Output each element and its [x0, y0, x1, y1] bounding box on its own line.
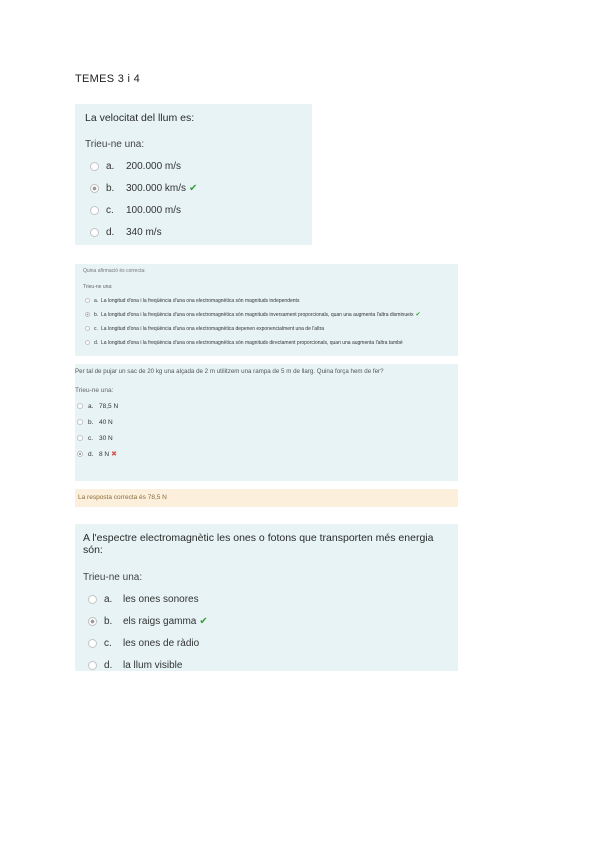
radio-button-selected[interactable]: [90, 184, 99, 193]
correct-answer-feedback: La resposta correcta és 78,5 N: [75, 489, 458, 507]
choose-one-prompt: Trieu-ne una:: [83, 284, 113, 290]
option-c[interactable]: [75, 434, 458, 442]
radio-button[interactable]: [90, 228, 99, 237]
document-title: TEMES 3 i 4: [75, 73, 141, 85]
option-text: La longitud d'ona i la freqüència d'una ona electromagnètica són magnituds directament proporcionals, quan una augmenta l'altra també: [101, 339, 403, 346]
option-text: 300.000 km/s: [126, 182, 187, 194]
option-letter: c.: [106, 204, 114, 216]
question-4: [75, 524, 458, 671]
option-letter: c.: [88, 434, 94, 442]
option-a[interactable]: [83, 297, 450, 304]
question-1: [75, 104, 312, 245]
option-d[interactable]: [75, 450, 458, 458]
option-b[interactable]: [83, 615, 450, 627]
option-text: 30 N: [99, 434, 113, 442]
option-a[interactable]: [85, 160, 302, 172]
option-d[interactable]: [83, 659, 450, 671]
option-text: 200.000 m/s: [126, 160, 182, 172]
option-letter: c.: [94, 325, 98, 332]
incorrect-cross-icon: ✖: [111, 451, 117, 458]
option-letter: c.: [104, 637, 112, 649]
radio-button-selected[interactable]: [88, 617, 97, 626]
correct-check-icon: ✔: [199, 615, 208, 627]
option-letter: b.: [88, 418, 94, 426]
radio-button[interactable]: [77, 419, 83, 425]
option-letter: d.: [94, 339, 99, 346]
radio-button[interactable]: [88, 661, 97, 670]
option-d[interactable]: [83, 339, 450, 346]
radio-button[interactable]: [85, 298, 90, 303]
option-c[interactable]: [83, 637, 450, 649]
radio-button[interactable]: [90, 162, 99, 171]
option-text: els raigs gamma: [123, 615, 197, 627]
option-a[interactable]: [75, 402, 458, 410]
option-b[interactable]: [83, 311, 450, 318]
option-b[interactable]: [85, 182, 302, 194]
radio-button[interactable]: [77, 403, 83, 409]
option-letter: a.: [104, 593, 113, 605]
option-text: La longitud d'ona i la freqüència d'una ona electromagnètica són magnituds independents: [101, 297, 300, 304]
option-b[interactable]: [75, 418, 458, 426]
option-letter: b.: [94, 311, 99, 318]
choose-one-prompt: Trieu-ne una:: [85, 139, 145, 150]
choose-one-prompt: Trieu-ne una:: [75, 387, 114, 394]
choose-one-prompt: Trieu-ne una:: [83, 572, 143, 583]
radio-button[interactable]: [85, 340, 90, 345]
option-text: 100.000 m/s: [126, 204, 182, 216]
option-letter: a.: [94, 297, 99, 304]
question-text: Quina afirmació és correcta:: [83, 268, 146, 274]
question-2: [75, 264, 458, 356]
radio-button-selected[interactable]: [77, 451, 83, 457]
option-text: 340 m/s: [126, 226, 162, 238]
option-text: 40 N: [99, 418, 113, 426]
option-text: 8 N: [99, 450, 110, 458]
question-text: La velocitat del llum es:: [85, 112, 195, 124]
option-c[interactable]: [83, 325, 450, 332]
option-d[interactable]: [85, 226, 302, 238]
radio-button[interactable]: [88, 595, 97, 604]
option-a[interactable]: [83, 593, 450, 605]
option-letter: a.: [88, 402, 94, 410]
option-text: la llum visible: [123, 659, 183, 671]
radio-button[interactable]: [85, 326, 90, 331]
option-letter: b.: [104, 615, 113, 627]
option-letter: b.: [106, 182, 115, 194]
option-letter: d.: [106, 226, 115, 238]
question-text: Per tal de pujar un sac de 20 kg una alçada de 2 m utilitzem una rampa de 5 m de llarg. Quina força hem de fer?: [75, 368, 384, 375]
option-text: les ones sonores: [123, 593, 199, 605]
radio-button-selected[interactable]: [85, 312, 90, 317]
correct-check-icon: ✔: [415, 312, 421, 318]
radio-button[interactable]: [88, 639, 97, 648]
question-3: [75, 364, 458, 481]
question-text: A l'espectre electromagnètic les ones o fotons que transporten més energia són:: [83, 532, 434, 556]
option-letter: a.: [106, 160, 115, 172]
option-letter: d.: [104, 659, 113, 671]
option-text: 78,5 N: [99, 402, 119, 410]
correct-check-icon: ✔: [189, 182, 198, 194]
radio-button[interactable]: [77, 435, 83, 441]
option-text: La longitud d'ona i la freqüència d'una ona electromagnètica depenen exponencialment una de l'altra: [101, 325, 325, 332]
option-letter: d.: [88, 450, 94, 458]
option-text: les ones de ràdio: [123, 637, 200, 649]
option-c[interactable]: [85, 204, 302, 216]
radio-button[interactable]: [90, 206, 99, 215]
option-text: La longitud d'ona i la freqüència d'una ona electromagnètica són magnituds inversament proporcionals, quan una augmenta l'altra disminueix: [101, 311, 414, 318]
